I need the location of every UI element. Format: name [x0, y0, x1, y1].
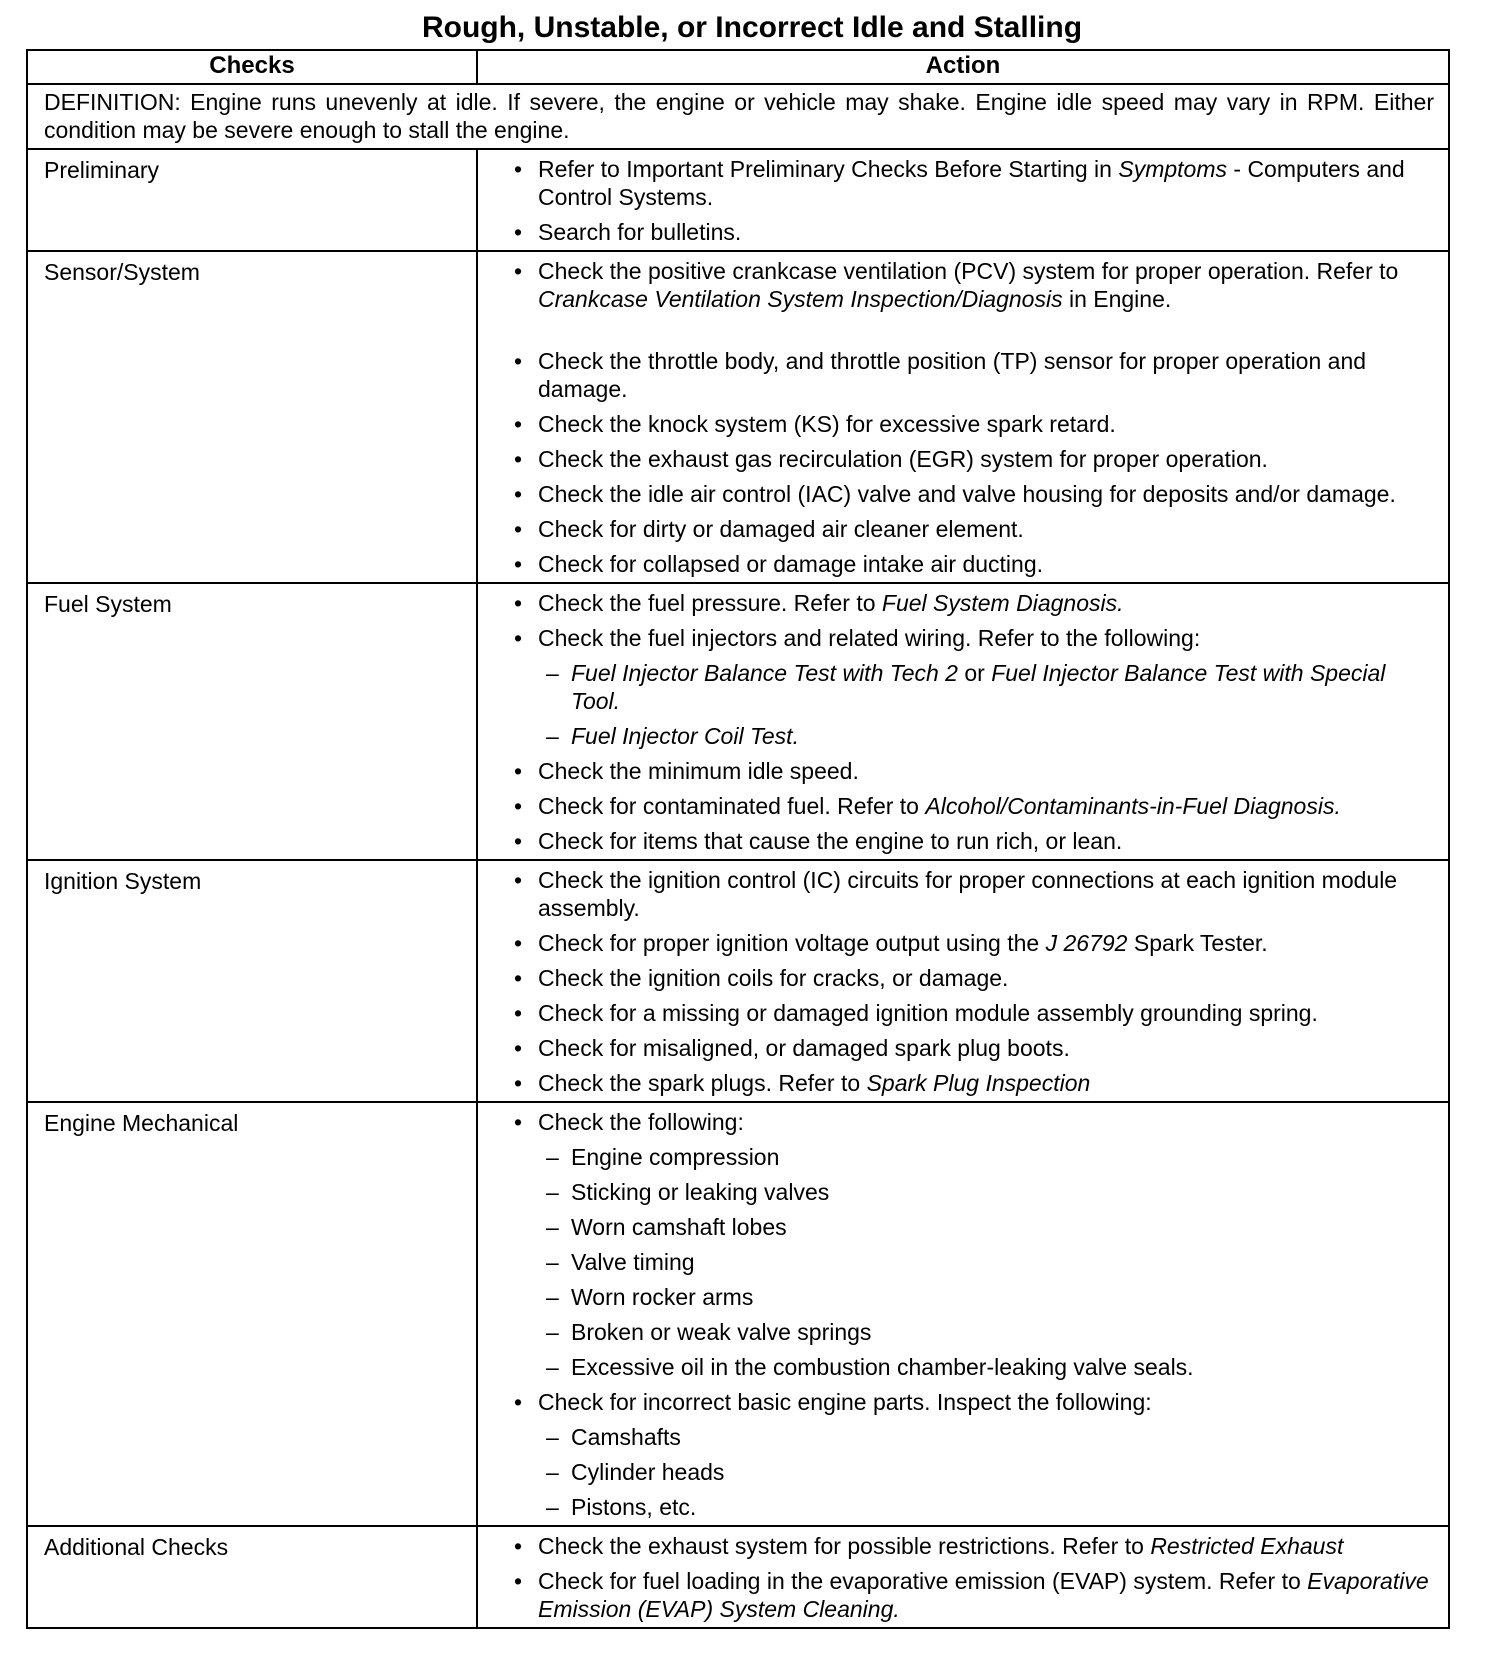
action-item: • Check for dirty or damaged air cleaner element.: [512, 515, 1434, 543]
action-cell: [477, 1102, 1449, 1526]
action-item: • Check for fuel loading in the evaporative emission (EVAP) system. Refer to Evaporative Emission (EVAP) System Cleaning.: [512, 1567, 1434, 1623]
action-item: • Check the throttle body, and throttle position (TP) sensor for proper operation and damage.: [512, 347, 1434, 403]
check-category: Fuel System: [27, 583, 477, 860]
action-item: • Check for contaminated fuel. Refer to Alcohol/Contaminants-in-Fuel Diagnosis.: [512, 792, 1434, 820]
action-item: • Check the minimum idle speed.: [512, 757, 1434, 785]
sub-item: – Excessive oil in the combustion chamber-leaking valve seals.: [538, 1353, 1434, 1381]
action-item: • Check the ignition control (IC) circuits for proper connections at each ignition module assembly.: [512, 866, 1434, 922]
definition-row: [27, 84, 1449, 149]
sub-item: – Pistons, etc.: [538, 1493, 1434, 1521]
check-category: Additional Checks: [27, 1526, 477, 1628]
action-item: • Check the exhaust gas recirculation (EGR) system for proper operation.: [512, 445, 1434, 473]
check-category: Preliminary: [27, 149, 477, 251]
action-item: • Check the positive crankcase ventilation (PCV) system for proper operation. Refer to Crankcase Ventilation System Inspection/Diagnosis in Engine.: [512, 257, 1434, 313]
sub-item: – Fuel Injector Balance Test with Tech 2 or Fuel Injector Balance Test with Special Tool.: [538, 659, 1434, 715]
sub-item: – Valve timing: [538, 1248, 1434, 1276]
action-item: • Check for collapsed or damage intake air ducting.: [512, 550, 1434, 578]
action-item: • Check for items that cause the engine to run rich, or lean.: [512, 827, 1434, 855]
check-category: Ignition System: [27, 860, 477, 1102]
sub-item: – Camshafts: [538, 1423, 1434, 1451]
definition-text: DEFINITION: Engine runs unevenly at idle. If severe, the engine or vehicle may shake. Engine idle speed may vary in RPM. Either condition may be severe enough to stall the engine.: [27, 84, 1449, 149]
table-row-engine-mechanical: [27, 1102, 1449, 1526]
action-item: • Check for misaligned, or damaged spark plug boots.: [512, 1034, 1434, 1062]
header-row: [27, 50, 1449, 84]
action-item: • Check the spark plugs. Refer to Spark Plug Inspection: [512, 1069, 1434, 1097]
check-category: Sensor/System: [27, 251, 477, 583]
action-item: • Check the fuel injectors and related wiring. Refer to the following: – Fuel Injector Balance Test with Tech 2 or Fuel Injector Balance Test with Special Tool. – Fuel Injector Coil Test.: [512, 624, 1434, 750]
action-item: • Check for incorrect basic engine parts. Inspect the following: – Camshafts – Cylinder heads – Pistons, etc.: [512, 1388, 1434, 1521]
page-title: Rough, Unstable, or Incorrect Idle and Stalling: [421, 11, 1083, 44]
sub-item: – Worn rocker arms: [538, 1283, 1434, 1311]
action-cell: [477, 251, 1449, 583]
action-item: • Check the idle air control (IAC) valve and valve housing for deposits and/or damage.: [512, 480, 1434, 508]
action-cell: [477, 860, 1449, 1102]
action-cell: [477, 1526, 1449, 1628]
action-cell: [477, 149, 1449, 251]
sub-item: – Worn camshaft lobes: [538, 1213, 1434, 1241]
action-item: • Check the fuel pressure. Refer to Fuel System Diagnosis.: [512, 589, 1434, 617]
action-item: • Check the ignition coils for cracks, or damage.: [512, 964, 1434, 992]
sub-item: – Fuel Injector Coil Test.: [538, 722, 1434, 750]
action-header: Action: [477, 50, 1449, 84]
sub-item: – Broken or weak valve springs: [538, 1318, 1434, 1346]
table-row-additional-checks: [27, 1526, 1449, 1628]
action-item: • Search for bulletins.: [512, 218, 1434, 246]
table-row-sensor-system: [27, 251, 1449, 583]
check-category: Engine Mechanical: [27, 1102, 477, 1526]
sub-item: – Cylinder heads: [538, 1458, 1434, 1486]
action-item: • Check the following: – Engine compression – Sticking or leaking valves – Worn camshaft lobes – Valve timing – Worn rocker arms – Broken or weak valve springs – Excessive oil in the combustion chamber-leaking valve seals.: [512, 1108, 1434, 1381]
table-row-ignition-system: [27, 860, 1449, 1102]
action-item: • Refer to Important Preliminary Checks Before Starting in Symptoms - Computers and Control Systems.: [512, 155, 1434, 211]
action-item: • Check the exhaust system for possible restrictions. Refer to Restricted Exhaust: [512, 1532, 1434, 1560]
checks-header: Checks: [27, 50, 477, 84]
table-row-preliminary: [27, 149, 1449, 251]
symptom-table: [26, 49, 1450, 1629]
action-item: • Check the knock system (KS) for excessive spark retard.: [512, 410, 1434, 438]
action-item: • Check for proper ignition voltage output using the J 26792 Spark Tester.: [512, 929, 1434, 957]
sub-item: – Engine compression: [538, 1143, 1434, 1171]
action-cell: [477, 583, 1449, 860]
table-row-fuel-system: [27, 583, 1449, 860]
action-item: • Check for a missing or damaged ignition module assembly grounding spring.: [512, 999, 1434, 1027]
sub-item: – Sticking or leaking valves: [538, 1178, 1434, 1206]
